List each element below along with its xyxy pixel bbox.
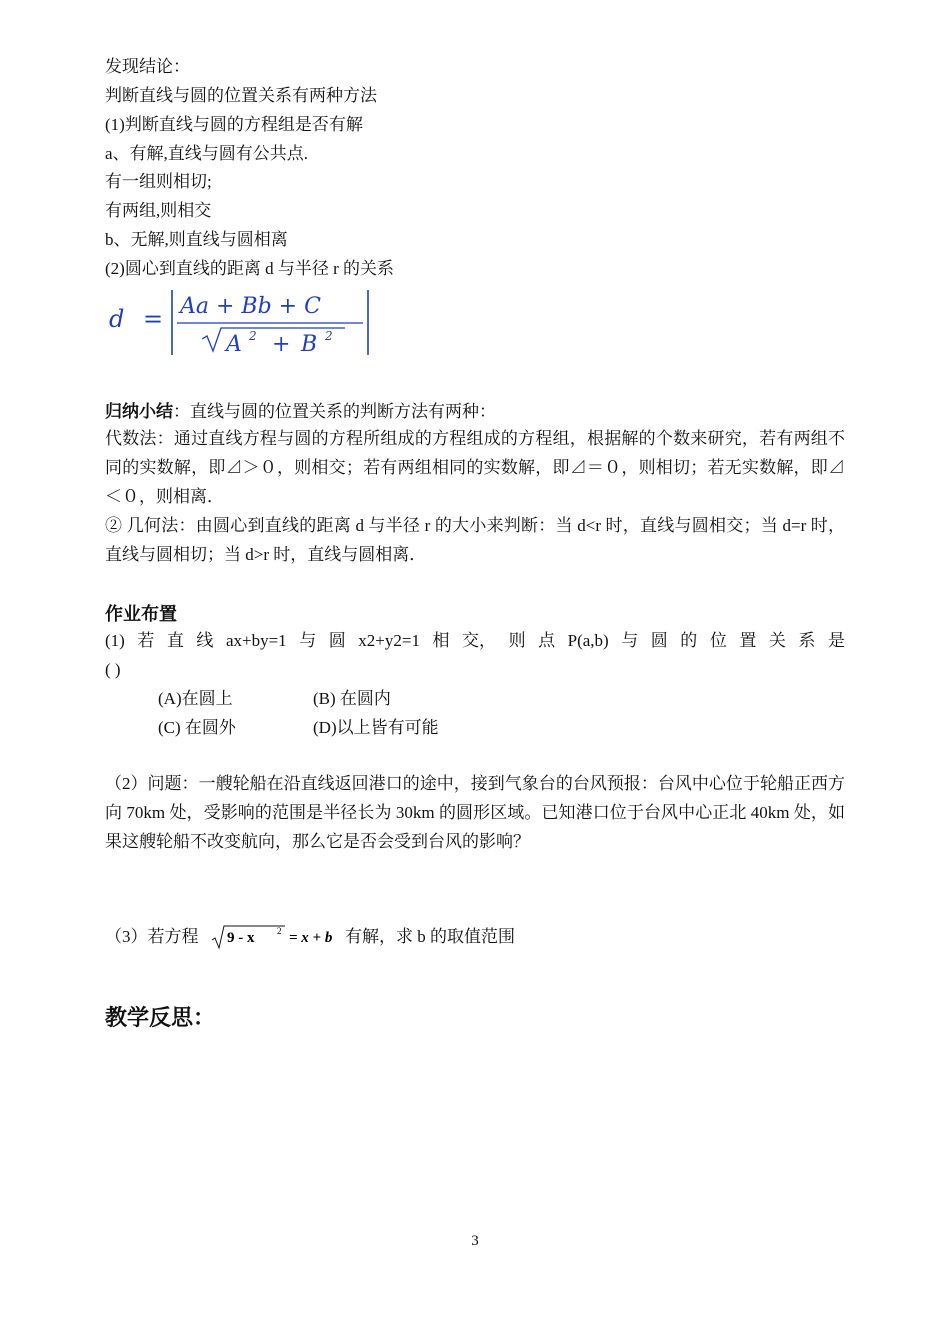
q1-token: 关 xyxy=(768,631,786,650)
q1-token: 置 xyxy=(739,631,757,650)
q1-token: 与 xyxy=(621,631,639,650)
q1-token: 相 xyxy=(432,631,450,650)
formula-plus: + xyxy=(272,332,291,357)
discovery-line: (2)圆心到直线的距离 d 与半径 r 的关系 xyxy=(105,259,394,278)
q1-token: 点 xyxy=(538,631,556,650)
discovery-line: a、有解,直线与圆有公共点. xyxy=(105,144,309,163)
summary-heading: 归纳小结 xyxy=(105,402,173,422)
q3-radicand: 9 - x xyxy=(226,930,255,947)
formula-equals: = xyxy=(143,305,164,333)
q1-token: (1) xyxy=(105,631,125,650)
formula-exponent: 2 xyxy=(325,329,333,343)
q1-token: 位 xyxy=(709,631,727,650)
q3-exponent: 2 xyxy=(276,926,282,937)
choice-c: (C) 在圆外 xyxy=(158,718,236,737)
discovery-line: 有两组,则相交 xyxy=(105,201,212,220)
formula-denominator-b: B xyxy=(301,332,318,357)
q1-token: 直 xyxy=(166,631,184,650)
summary-geometric-method: ② 几何法：由圆心到直线的距离 d 与半径 r 的大小来判断：当 d<r 时，直线与圆相交；当 d=r 时，直线与圆相切；当 d>r 时，直线与圆相离． xyxy=(105,516,845,564)
reflection-heading: 教学反思： xyxy=(105,1006,216,1031)
q3-suffix: 有解，求 b 的取值范围 xyxy=(345,927,515,946)
q1-token: P(a,b) xyxy=(567,631,609,650)
formula-numerator: Aa + Bb + C xyxy=(180,294,321,319)
homework-q2: （2）问题：一艘轮船在沿直线返回港口的途中，接到气象台的台风预报：台风中心位于轮船正西方向 70km 处，受影响的范围是半径长为 30km 的圆形区域。已知港口位于台风中心正北 40km 处，如果这艘轮船不改变航向，那么它是否会受到台风的影响？ xyxy=(105,774,845,851)
summary-algebraic-method: 代数法：通过直线方程与圆的方程所组成的方程组成的方程组，根据解的个数来研究，若有两组不同的实数解，即⊿＞０，则相交；若有两组相同的实数解，即⊿＝０，则相切；若无实数解，即⊿＜０，则相离． xyxy=(105,429,845,506)
q1-token: 线 xyxy=(196,631,214,650)
q1-token: x2+y2=1 xyxy=(358,631,420,650)
discovery-title: 发现结论： xyxy=(105,57,190,76)
q1-token: 则 xyxy=(508,631,526,650)
homework-q1-answer-paren: ( ) xyxy=(105,660,121,679)
homework-q3 xyxy=(105,922,515,952)
discovery-line: 判断直线与圆的位置关系有两种方法 xyxy=(105,86,377,105)
choice-d: (D)以上皆有可能 xyxy=(313,718,439,737)
q1-token: 是 xyxy=(827,631,845,650)
q3-rhs: = x + b xyxy=(288,930,333,947)
formula-exponent: 2 xyxy=(249,329,257,343)
homework-heading: 作业布置 xyxy=(105,604,177,625)
q1-token: ax+by=1 xyxy=(225,631,287,650)
page-number: 3 xyxy=(471,1233,479,1249)
distance-formula xyxy=(105,287,385,359)
discovery-line: b、无解,则直线与圆相离 xyxy=(105,230,288,249)
q1-token: 圆 xyxy=(650,631,668,650)
homework-q1 xyxy=(105,630,845,652)
q3-equation xyxy=(209,923,335,953)
summary-heading-line xyxy=(105,401,496,423)
q1-token: 交， xyxy=(462,631,497,650)
q1-token: 与 xyxy=(299,631,317,650)
discovery-line: (1)判断直线与圆的方程组是否有解 xyxy=(105,115,363,134)
choice-a: (A)在圆上 xyxy=(158,689,233,708)
discovery-line: 有一组则相切; xyxy=(105,172,212,191)
formula-lhs: d xyxy=(109,305,125,333)
q3-prefix: （3）若方程 xyxy=(105,927,199,946)
q1-token: 若 xyxy=(137,631,155,650)
choice-b: (B) 在圆内 xyxy=(313,689,391,708)
q1-token: 的 xyxy=(680,631,698,650)
q1-token: 圆 xyxy=(328,631,346,650)
formula-denominator-a: A xyxy=(226,332,242,357)
q1-token: 系 xyxy=(798,631,816,650)
summary-intro: ：直线与圆的位置关系的判断方法有两种： xyxy=(173,402,496,421)
